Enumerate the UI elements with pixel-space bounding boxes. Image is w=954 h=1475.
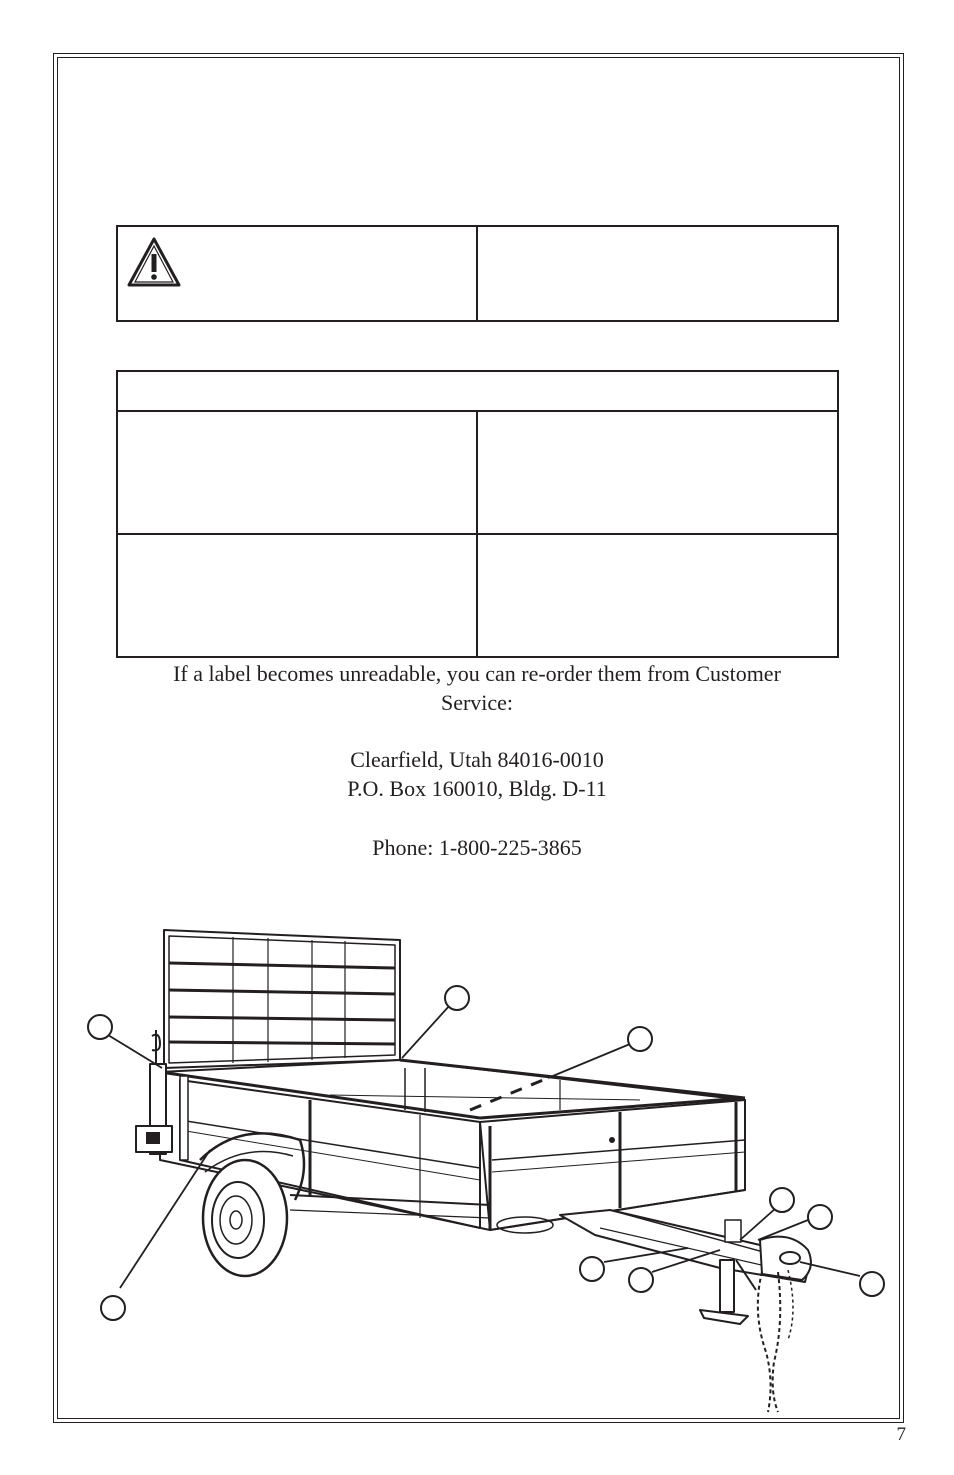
wheel	[203, 1160, 287, 1276]
reorder-notice-line-1: If a label becomes unreadable, you can re-order them from Customer	[173, 661, 781, 686]
address-pobox: P.O. Box 160010, Bldg. D-11	[347, 776, 607, 801]
phone-number: Phone: 1-800-225-3865	[372, 835, 582, 860]
page-number: 7	[896, 1424, 906, 1445]
reorder-notice-line-2: Service:	[440, 690, 514, 715]
tailgate	[164, 930, 400, 1068]
address-city: Clearfield, Utah 84016-0010	[350, 747, 604, 772]
